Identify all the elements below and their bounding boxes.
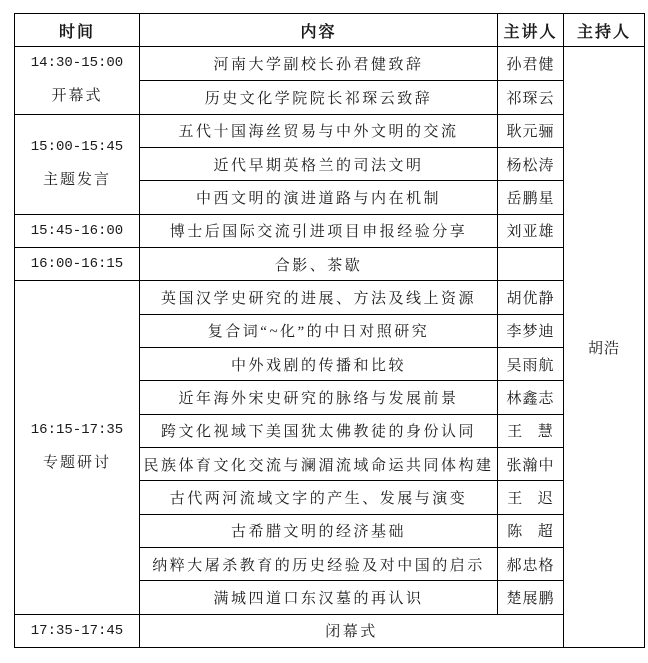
header-row: [15, 14, 645, 47]
speaker-name: 岳鹏星: [506, 190, 555, 207]
speaker-name: 李梦迪: [506, 324, 555, 341]
speaker-cell: [498, 481, 564, 514]
speaker-name: 楚展鹏: [506, 590, 555, 607]
speaker-cell: [498, 181, 564, 214]
content-cell: 跨文化视域下美国犹太佛教徒的身份认同: [140, 414, 498, 447]
table-row: [15, 614, 645, 647]
session-panel-time-cell: [15, 281, 140, 614]
time-cell: 15:45-16:00: [15, 214, 140, 247]
speaker-cell: [498, 281, 564, 314]
speaker-name: 陈超: [507, 524, 554, 541]
speaker-name: 刘亚雄: [506, 224, 555, 241]
header-time: 时间: [15, 14, 140, 47]
speaker-name: 王迟: [507, 490, 554, 507]
speaker-cell: [498, 114, 564, 147]
content-cell: 复合词“~化”的中日对照研究: [140, 314, 498, 347]
speaker-name: 胡优静: [506, 290, 555, 307]
speaker-name: 王慧: [507, 424, 554, 441]
content-cell: 五代十国海丝贸易与中外文明的交流: [140, 114, 498, 147]
speaker-cell: [498, 514, 564, 547]
header-host: 主持人: [564, 14, 645, 47]
header-speaker: 主讲人: [498, 14, 564, 47]
session-label: 专题研讨: [42, 455, 111, 472]
speaker-cell: [498, 214, 564, 247]
speaker-name: 张瀚中: [506, 457, 555, 474]
session-keynote-time-cell: [15, 114, 140, 214]
speaker-cell: [498, 547, 564, 580]
content-cell: 古代两河流域文字的产生、发展与演变: [140, 481, 498, 514]
speaker-cell: [498, 581, 564, 614]
speaker-name: 林鑫志: [506, 390, 555, 407]
speaker-name: 祁琛云: [506, 90, 555, 107]
speaker-name: 郝忠格: [506, 557, 555, 574]
table-row: [15, 281, 645, 314]
session-time: 15:00-15:45: [30, 139, 124, 156]
content-cell: 中西文明的演进道路与内在机制: [140, 181, 498, 214]
table-row: [15, 47, 645, 81]
session-time: 14:30-15:00: [30, 55, 124, 72]
time-cell: 17:35-17:45: [15, 614, 140, 647]
time-cell: 16:00-16:15: [15, 247, 140, 280]
speaker-cell-empty: [498, 247, 564, 280]
content-cell: 近代早期英格兰的司法文明: [140, 147, 498, 180]
speaker-name: 吴雨航: [506, 357, 555, 374]
session-time: 16:15-17:35: [30, 422, 124, 439]
speaker-name: 耿元骊: [506, 124, 555, 141]
speaker-cell: [498, 347, 564, 380]
session-opening-time-cell: [15, 47, 140, 115]
content-cell: 河南大学副校长孙君健致辞: [140, 47, 498, 81]
table-row: [15, 114, 645, 147]
speaker-cell: [498, 147, 564, 180]
speaker-cell: [498, 381, 564, 414]
content-cell: 合影、茶歇: [140, 247, 498, 280]
speaker-name: 杨松涛: [506, 157, 555, 174]
content-cell: 英国汉学史研究的进展、方法及线上资源: [140, 281, 498, 314]
content-cell: 满城四道口东汉墓的再认识: [140, 581, 498, 614]
speaker-cell: [498, 447, 564, 480]
session-label: 主题发言: [42, 172, 111, 189]
content-cell: 中外戏剧的传播和比较: [140, 347, 498, 380]
speaker-cell: [498, 80, 564, 114]
speaker-cell: [498, 314, 564, 347]
speaker-cell: [498, 414, 564, 447]
table-row: [15, 214, 645, 247]
session-label: 开幕式: [51, 88, 103, 105]
content-cell: 历史文化学院院长祁琛云致辞: [140, 80, 498, 114]
host-cell: 胡浩: [564, 47, 645, 648]
content-cell: 近年海外宋史研究的脉络与发展前景: [140, 381, 498, 414]
schedule-table: [14, 13, 645, 648]
content-cell: 纳粹大屠杀教育的历史经验及对中国的启示: [140, 547, 498, 580]
table-row: [15, 247, 645, 280]
speaker-cell: [498, 47, 564, 81]
header-content: 内容: [140, 14, 498, 47]
closing-content-cell: 闭幕式: [140, 614, 564, 647]
content-cell: 民族体育文化交流与澜湄流域命运共同体构建: [140, 447, 498, 480]
content-cell: 博士后国际交流引进项目申报经验分享: [140, 214, 498, 247]
speaker-name: 孙君健: [506, 56, 555, 73]
content-cell: 古希腊文明的经济基础: [140, 514, 498, 547]
